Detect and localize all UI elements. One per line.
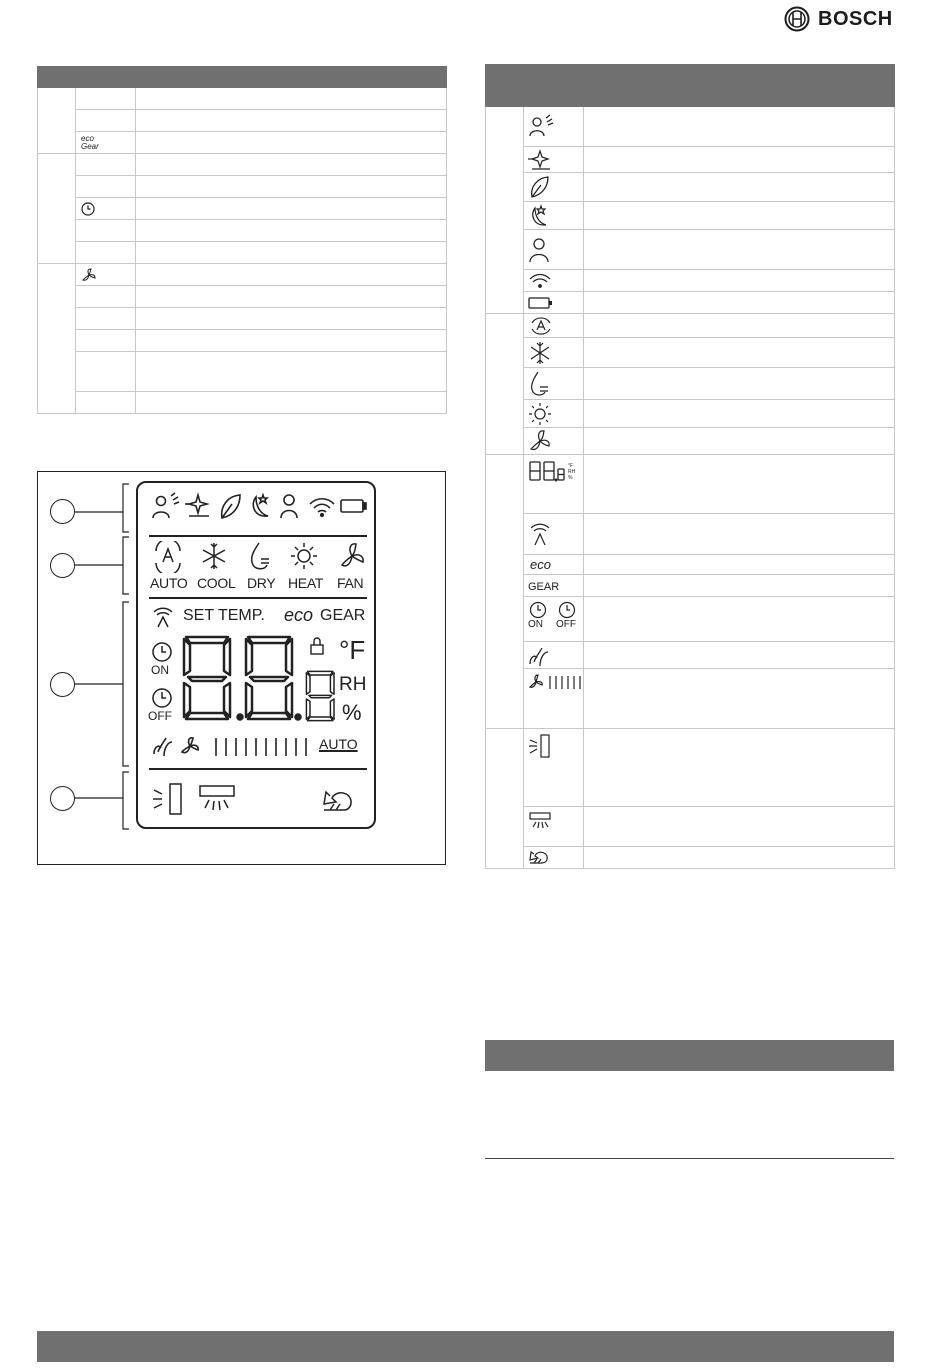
table-row <box>524 107 584 147</box>
leaf-icon <box>222 495 240 518</box>
mode-label-auto: AUTO <box>150 575 188 591</box>
heat-sun-icon <box>291 543 317 569</box>
lcd-divider <box>149 597 367 599</box>
digit-1 <box>184 637 230 719</box>
person-icon <box>281 495 297 518</box>
table-row <box>524 455 584 514</box>
group-cell <box>38 154 76 264</box>
table-row <box>524 597 584 642</box>
note-header-bar <box>485 1040 894 1071</box>
header-cell <box>76 67 136 88</box>
table-row <box>524 202 584 230</box>
person-motion-icon <box>153 493 179 518</box>
wifi-icon <box>528 272 552 290</box>
timer-on-clock-icon <box>150 640 174 664</box>
table-row <box>524 173 584 202</box>
wifi-icon <box>310 499 334 517</box>
table-row <box>524 669 584 729</box>
lcd-divider <box>149 535 367 537</box>
horizontal-swing-icon <box>528 811 554 831</box>
left-legend-table <box>37 66 447 414</box>
battery-icon <box>528 295 554 311</box>
table-row <box>524 807 584 847</box>
group-cell <box>486 314 524 455</box>
gear-label: GEAR <box>528 580 560 593</box>
table-row <box>524 575 584 597</box>
follow-me-icon <box>152 605 174 629</box>
svg-text:RH: RH <box>568 469 576 475</box>
table-row <box>524 338 584 368</box>
timer-on-label: ON <box>151 663 169 677</box>
table-row <box>524 729 584 807</box>
set-temp-label: SET TEMP. <box>183 607 265 624</box>
group-cell <box>486 455 524 729</box>
leaf-icon <box>528 175 552 199</box>
speed-ticks <box>216 738 306 756</box>
digits-display-icon <box>528 459 578 485</box>
callout-1 <box>50 499 75 524</box>
vertical-swing-icon <box>528 733 554 761</box>
group-cell <box>38 264 76 414</box>
table-row <box>524 230 584 270</box>
purify-icon <box>528 149 552 171</box>
table-row <box>524 514 584 555</box>
battery-icon <box>341 500 366 512</box>
timer-off-clock-icon <box>558 601 576 619</box>
svg-text:°F: °F <box>568 463 574 469</box>
fan-speed-icon <box>528 673 584 693</box>
lock-icon <box>309 636 325 656</box>
header-cell <box>584 65 895 107</box>
callout-3 <box>50 672 75 697</box>
table-row <box>524 400 584 428</box>
unit-fahrenheit: °F <box>339 635 366 665</box>
right-legend-table <box>485 64 895 869</box>
vertical-swing-icon <box>153 784 181 814</box>
header-cell <box>38 67 76 88</box>
lcd-status-icons <box>150 492 370 522</box>
group-cell <box>486 107 524 314</box>
callout-2 <box>50 553 75 578</box>
fan-mode-icon <box>528 429 552 453</box>
fan-speed-bar <box>152 734 312 758</box>
header-cell <box>524 65 584 107</box>
lcd-eco-label: eco <box>284 605 314 625</box>
follow-me-icon <box>528 521 552 547</box>
table-row <box>524 847 584 869</box>
timer-off-clock-icon <box>150 686 174 710</box>
mode-label-heat: HEAT <box>288 575 324 591</box>
timer-off-label: OFF <box>556 619 576 630</box>
lcd-mode-icons <box>150 541 370 573</box>
fan-icon <box>182 738 198 753</box>
group-cell <box>38 88 76 154</box>
return-arrow-icon <box>528 850 554 866</box>
table-row <box>524 428 584 455</box>
table-row <box>524 292 584 314</box>
dry-drop-icon <box>252 543 269 569</box>
dry-drop-icon <box>528 370 552 398</box>
header-cell <box>136 67 447 88</box>
sleep-icon <box>253 495 268 516</box>
note-rule <box>485 1158 894 1159</box>
clock-icon <box>80 201 96 217</box>
mode-label-dry: DRY <box>247 575 276 591</box>
heat-sun-icon <box>528 402 552 426</box>
mode-label-cool: COOL <box>197 575 236 591</box>
table-row <box>524 555 584 575</box>
person-motion-icon <box>528 114 556 140</box>
table-row <box>76 264 136 286</box>
eco-label: eco <box>81 133 94 143</box>
table-row <box>524 368 584 400</box>
sleep-icon <box>528 204 552 228</box>
table-row <box>524 147 584 173</box>
svg-text:%: % <box>568 475 573 481</box>
fan-icon <box>80 267 98 283</box>
bosch-armature-icon <box>784 6 810 32</box>
auto-mode-icon <box>528 316 554 336</box>
table-row <box>524 314 584 338</box>
table-row <box>76 198 136 220</box>
timer-off-label: OFF <box>148 709 172 723</box>
lcd-gear-label: GEAR <box>320 607 366 624</box>
quiet-icon <box>154 738 172 756</box>
brand-logo <box>784 6 893 32</box>
unit-percent: % <box>342 700 362 725</box>
table-row <box>524 270 584 292</box>
table-row <box>524 642 584 669</box>
digit-3 <box>306 671 334 720</box>
brand-name: BOSCH <box>818 7 893 30</box>
horizontal-swing-icon <box>200 786 234 810</box>
table-row <box>76 132 136 154</box>
group-cell <box>486 729 524 869</box>
cool-snowflake-icon <box>203 543 225 569</box>
person-icon <box>528 236 552 264</box>
unit-rh: RH <box>339 674 367 695</box>
digit-2 <box>246 637 292 719</box>
mode-label-fan: FAN <box>337 575 364 591</box>
fan-auto-label: AUTO <box>319 736 358 752</box>
fan-mode-icon <box>342 544 363 566</box>
callout-4 <box>50 786 75 811</box>
header-cell <box>486 65 524 107</box>
lcd-swing-icons <box>150 780 370 820</box>
auto-mode-icon <box>156 541 180 573</box>
lcd-divider <box>149 768 367 770</box>
eco-label: eco <box>530 556 551 572</box>
return-arrow-icon <box>324 792 351 810</box>
purify-icon <box>185 495 209 516</box>
quiet-icon <box>528 644 552 666</box>
footer-bar <box>37 1331 894 1362</box>
timer-on-label: ON <box>528 619 543 630</box>
cool-snowflake-icon <box>528 341 552 365</box>
gear-label: Gear <box>81 141 99 151</box>
timer-on-clock-icon <box>529 601 547 619</box>
